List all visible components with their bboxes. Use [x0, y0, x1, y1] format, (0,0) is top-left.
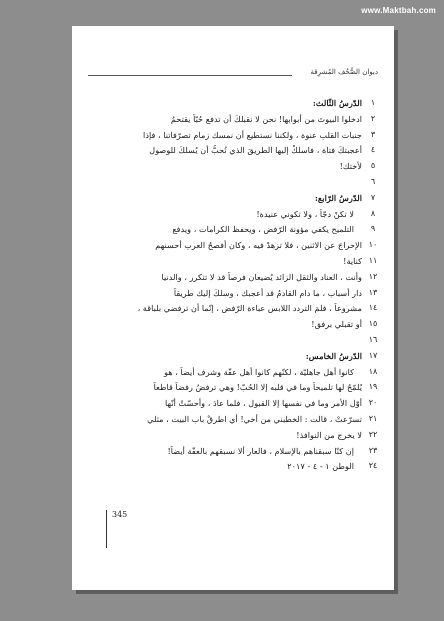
page-number-rule: [106, 510, 107, 548]
line-text: الوطن ١ - ٤ - ٢٠١٧: [287, 461, 354, 472]
line-text: كناية!: [343, 255, 362, 266]
text-body: [94, 98, 384, 477]
line-number: ١٨: [368, 366, 378, 376]
line-text: أعجبتكَ فتاة ، فاسلكْ إليها الطريقَ الذي تُحبُّ أن يُسلكَ للوصولِ: [149, 145, 362, 156]
text-line: [94, 145, 384, 161]
line-number: ١٣: [368, 287, 378, 297]
line-number: ٦: [370, 176, 376, 186]
book-page: [72, 26, 394, 590]
line-text: لأختك!: [339, 161, 362, 172]
line-number: ٩: [370, 224, 376, 234]
text-line: [94, 98, 384, 114]
text-line: [94, 177, 384, 193]
line-text: الإحراجَ عن الاثنين ، فلا تزهدْ فيه ، وكان أفصحُ العربِ أحسنهم: [155, 240, 362, 251]
text-line: [94, 303, 384, 319]
line-text: كانوا أهل جاهليّة ، لكنّهم كانوا أهل عفّة وشرف أيضاً ، هو: [164, 366, 354, 377]
line-number: ٢٢: [368, 429, 378, 439]
text-line: [94, 288, 384, 304]
line-number: ١٤: [368, 303, 378, 313]
section-heading: الدّرسُ الرّابع:: [314, 192, 362, 203]
text-line: [94, 224, 384, 240]
line-number: ٢١: [368, 413, 378, 423]
line-text: جنبات القلبِ عنوة ، ولكننا نستطيع أن نمسك زمام تصرّفاتنا ، فإذا: [143, 129, 362, 140]
text-line: [94, 351, 384, 367]
section-heading: الدّرسُ الثّالث:: [312, 98, 362, 108]
text-line: [94, 461, 384, 477]
line-text: ادخلوا البيوتَ من أبوابِها! نحن لا نقبلكَ أن تدفع حُبّاً يقتحمُ: [170, 113, 362, 124]
line-text: لا يخرج من النوافذ!: [296, 429, 362, 440]
header-title: ديوان الصُّحُف المُشرِقة: [310, 68, 378, 76]
line-number: ٢: [370, 113, 376, 123]
text-line: [94, 446, 384, 462]
text-line: [94, 114, 384, 130]
text-line: [94, 272, 384, 288]
text-line: [94, 319, 384, 335]
text-line: [94, 335, 384, 351]
text-line: [94, 382, 384, 398]
line-text: إن كنّا سبقناهم بالإسلام ، فالعار ألا نسبقهم بالعفّة أيضاً!: [167, 445, 354, 456]
line-text: وأنت ، العناد والثقل الزائد يُضيعان فرصاً قد لا تتكرر ، والدنيا: [161, 271, 362, 282]
line-text: أوّل الأمر وما في نفسها إلا القبول ، فلما عادَ ، وأحسّتْ أنّها: [165, 398, 362, 409]
line-number: ٢٤: [368, 461, 378, 471]
text-line: [94, 367, 384, 383]
line-number: ١١: [368, 255, 378, 265]
line-number: ٣: [370, 129, 376, 139]
header-rule: [88, 75, 292, 76]
line-text: أو تقبلي برفق!: [311, 319, 362, 330]
line-number: ١٦: [368, 334, 378, 344]
line-number: ٨: [370, 208, 376, 218]
line-number: ٧: [370, 192, 376, 202]
text-line: [94, 209, 384, 225]
line-number: ١٠: [368, 240, 378, 250]
line-number: ٥: [370, 161, 376, 171]
line-number: ١: [370, 98, 376, 107]
line-text: يُلمّحُ لها تلميحاً وما في قلبه إلا الحُبّ! وهي ترفضُ رفضاً قاطعاً: [153, 382, 362, 393]
text-line: [94, 240, 384, 256]
line-text: تسرّعتْ ، قالت : الخطبني من أخي! أي اطرقْ باب البيت ، مثلي: [147, 413, 362, 424]
line-number: ٢٣: [368, 445, 378, 455]
running-header: [88, 68, 378, 82]
line-text: دار أسباب ، ما دام القادمُ قد أعجبك ، وسلكَ إليك طريقاً: [173, 287, 362, 298]
line-text: التلميح يكفي مؤونة الرّفض ، ويحفظ الكرامات ، ويدفع: [172, 224, 354, 235]
text-line: [94, 414, 384, 430]
line-number: ١٢: [368, 271, 378, 281]
line-text: لا تكنْ دجّاً ، ولا تكوني عنيدة!: [256, 208, 354, 219]
line-text: مشروعاً ، فلمَ التردد اللابس عباءة الرّفض ، إنّما أن ترفضي بلباقة ،: [137, 303, 362, 314]
text-line: [94, 430, 384, 446]
text-line: [94, 193, 384, 209]
text-line: [94, 398, 384, 414]
line-number: ١٩: [368, 382, 378, 392]
section-heading: الدّرسُ الخامس:: [305, 350, 362, 361]
line-number: ١٥: [368, 319, 378, 329]
line-number: ٢٠: [368, 398, 378, 408]
text-line: [94, 161, 384, 177]
site-watermark: www.Maktbah.com: [361, 6, 436, 15]
text-line: [94, 256, 384, 272]
page-number: 345: [112, 510, 128, 519]
line-number: ١٧: [368, 350, 378, 360]
line-number: ٤: [370, 145, 376, 155]
text-line: [94, 130, 384, 146]
